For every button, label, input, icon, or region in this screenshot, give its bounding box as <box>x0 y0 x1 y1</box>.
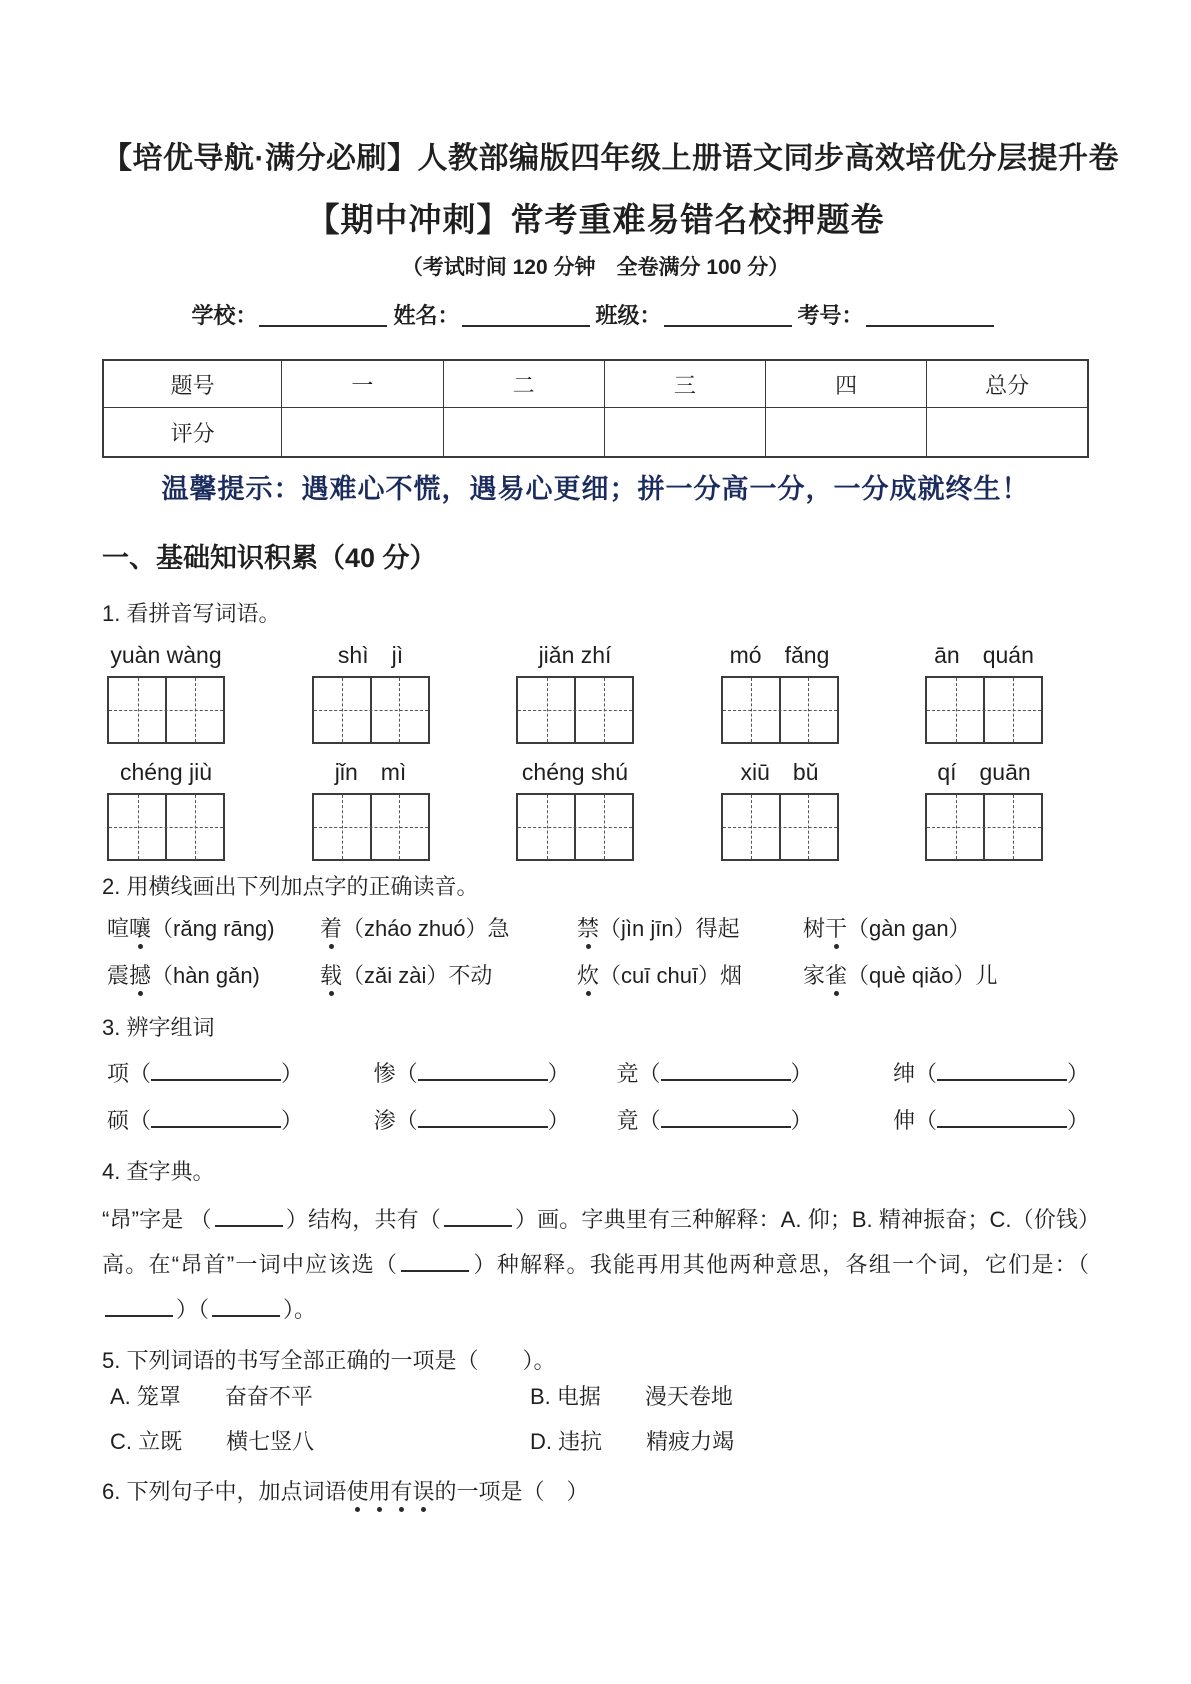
paren: ） <box>547 1108 570 1133</box>
word-formation-item <box>107 1057 374 1089</box>
word-formation-row-1 <box>107 1057 1089 1089</box>
school-label: 学校： <box>191 303 258 328</box>
score-cell <box>766 408 927 458</box>
pronunciation-item <box>803 962 997 989</box>
pronunciation-item <box>577 962 803 989</box>
word-formation-item <box>374 1057 617 1089</box>
grid-line <box>723 827 837 828</box>
writing-grid <box>721 793 839 861</box>
writing-grid <box>312 676 430 744</box>
char-text: 惨（ <box>373 1061 418 1086</box>
score-table-header-cell: 二 <box>443 360 604 408</box>
school-blank <box>259 303 387 327</box>
question1-label: 1. 看拼音写词语。 <box>102 601 281 626</box>
item-text: 树 <box>803 916 826 941</box>
pinyin-word <box>107 760 225 861</box>
char-text: 硕（ <box>107 1108 152 1133</box>
dotted-char: 禁 <box>577 916 600 941</box>
pronunciation-item <box>320 915 577 942</box>
score-cell <box>927 408 1088 458</box>
score-table-score-row <box>103 408 1088 458</box>
section1-heading: 一、基础知识积累（40 分） <box>102 543 437 573</box>
item-text: （zǎi zài）不动 <box>342 963 493 988</box>
writing-grid <box>516 676 634 744</box>
grid-line <box>314 827 428 828</box>
writing-grid <box>312 793 430 861</box>
score-table-header-cell: 四 <box>766 360 927 408</box>
answer-blank <box>212 1293 280 1317</box>
pinyin-word <box>721 643 839 744</box>
dotted-char: 干 <box>825 916 848 941</box>
char-text: 伸（ <box>892 1108 937 1133</box>
grid-line <box>723 710 837 711</box>
grid-line <box>518 827 632 828</box>
word-formation-item <box>374 1104 617 1136</box>
exam-no-label: 考号： <box>797 303 864 328</box>
dictionary-question-text <box>102 1197 1089 1332</box>
score-table-header-row <box>103 360 1088 408</box>
pinyin-text: qí guān <box>937 759 1031 785</box>
pronunciation-item <box>107 962 320 989</box>
score-table-header-cell: 三 <box>604 360 765 408</box>
score-cell <box>282 408 443 458</box>
answer-blank <box>401 1248 469 1272</box>
q4-text: ）种解释。我能再用其他两种意思，各组一个词，它们是：（ <box>472 1252 1089 1277</box>
dotted-char: 用 <box>368 1479 391 1504</box>
pinyin-text: shì jì <box>337 642 404 668</box>
answer-blank <box>215 1203 283 1227</box>
pronunciation-item <box>577 915 803 942</box>
item-text: （què qiǎo）儿 <box>847 963 998 988</box>
pinyin-text: mó fǎng <box>729 642 830 668</box>
answer-blank <box>151 1057 281 1081</box>
word-formation-item <box>617 1057 893 1089</box>
dotted-char: 着 <box>320 916 343 941</box>
pinyin-word <box>516 760 634 861</box>
pinyin-text: ān quán <box>934 642 1034 668</box>
pinyin-word <box>721 760 839 861</box>
item-text: 家 <box>803 963 826 988</box>
pinyin-word <box>925 643 1043 744</box>
question3-label: 3. 辨字组词 <box>102 1015 215 1040</box>
dotted-char: 有 <box>390 1479 413 1504</box>
score-cell <box>604 408 765 458</box>
option-c: C. 立既 横七竖八 <box>110 1429 315 1454</box>
writing-grid <box>107 676 225 744</box>
word-formation-item <box>107 1104 374 1136</box>
paren: ） <box>1066 1061 1089 1086</box>
answer-blank <box>151 1104 281 1128</box>
grid-line <box>927 827 1041 828</box>
question4-label: 4. 查字典。 <box>102 1159 215 1184</box>
q4-text: ）。 <box>283 1297 317 1322</box>
dotted-char: 撼 <box>129 963 152 988</box>
item-text: （zháo zhuó）急 <box>342 916 510 941</box>
item-text: （hàn gǎn) <box>151 963 260 988</box>
pronunciation-item <box>803 915 971 942</box>
pinyin-text: yuàn wàng <box>110 642 222 668</box>
writing-grid <box>925 676 1043 744</box>
grid-line <box>518 710 632 711</box>
dotted-char: 载 <box>320 963 343 988</box>
item-text: 喧 <box>107 916 130 941</box>
question6-label <box>102 1478 1089 1505</box>
answer-blank <box>937 1057 1067 1081</box>
score-table-header-cell: 题号 <box>103 360 282 408</box>
q4-text: “昂”字是 （ <box>102 1207 212 1232</box>
score-table-header-cell: 一 <box>282 360 443 408</box>
grid-line <box>109 710 223 711</box>
char-text: 竞（ <box>616 1061 661 1086</box>
pinyin-text: chéng jiù <box>119 759 213 785</box>
answer-blank <box>661 1057 791 1081</box>
dotted-char: 炊 <box>577 963 600 988</box>
class-blank <box>664 303 792 327</box>
item-text: （gàn gan） <box>847 916 971 941</box>
option-row-ab <box>110 1374 1089 1419</box>
option-a: A. 笼罩 奋奋不平 <box>110 1384 313 1409</box>
paren: ） <box>790 1061 813 1086</box>
item-text: 震 <box>107 963 130 988</box>
pinyin-word <box>312 760 430 861</box>
exam-no-blank <box>866 303 994 327</box>
answer-blank <box>105 1293 173 1317</box>
option-row-cd <box>110 1419 1089 1464</box>
option-b: B. 电据 漫天卷地 <box>530 1384 733 1409</box>
dotted-char: 使 <box>346 1479 369 1504</box>
dotted-char: 雀 <box>825 963 848 988</box>
item-text: （cuī chuī）烟 <box>599 963 743 988</box>
writing-grid <box>925 793 1043 861</box>
warm-tip: 温馨提示：遇难心不慌，遇易心更细；拼一分高一分，一分成就终生！ <box>161 474 1030 504</box>
item-text: （rǎng rāng) <box>151 916 275 941</box>
word-formation-item <box>893 1057 1089 1089</box>
paper-title: 【期中冲刺】常考重难易错名校押题卷 <box>306 201 885 238</box>
pinyin-text: chéng shú <box>521 759 629 785</box>
score-cell <box>443 408 604 458</box>
exam-info: （考试时间 120 分钟 全卷满分 100 分） <box>401 256 790 279</box>
word-formation-row-2 <box>107 1104 1089 1136</box>
name-blank <box>462 303 590 327</box>
q4-text: ）（ <box>176 1297 210 1322</box>
pinyin-word <box>312 643 430 744</box>
score-row-label: 评分 <box>103 408 282 458</box>
word-formation-item <box>893 1104 1089 1136</box>
char-text: 绅（ <box>892 1061 937 1086</box>
question2-label: 2. 用横线画出下列加点字的正确读音。 <box>102 874 479 899</box>
pinyin-text: jǐn mì <box>334 759 407 785</box>
q6-text: 的一项是（ ） <box>434 1479 589 1504</box>
pinyin-row-1 <box>107 643 1043 744</box>
grid-line <box>927 710 1041 711</box>
writing-grid <box>107 793 225 861</box>
score-table-header-cell: 总分 <box>927 360 1088 408</box>
option-d: D. 违抗 精疲力竭 <box>530 1429 735 1454</box>
char-text: 渗（ <box>373 1108 418 1133</box>
answer-blank <box>418 1104 548 1128</box>
pronunciation-line-1 <box>107 915 1089 942</box>
char-text: 竟（ <box>616 1108 661 1133</box>
pronunciation-line-2 <box>107 962 1089 989</box>
paren: ） <box>790 1108 813 1133</box>
word-formation-item <box>617 1104 893 1136</box>
dotted-char: 嚷 <box>129 916 152 941</box>
score-table <box>102 359 1089 458</box>
char-text: 项（ <box>107 1061 152 1086</box>
pinyin-word <box>925 760 1043 861</box>
pinyin-row-2 <box>107 760 1043 861</box>
pinyin-text: jiǎn zhí <box>538 642 612 668</box>
writing-grid <box>721 676 839 744</box>
writing-grid <box>516 793 634 861</box>
pinyin-word <box>516 643 634 744</box>
grid-line <box>109 827 223 828</box>
grid-line <box>314 710 428 711</box>
paren: ） <box>281 1108 304 1133</box>
paren: ） <box>547 1061 570 1086</box>
pinyin-text: xiū bǔ <box>740 759 819 785</box>
series-title: 【培优导航·满分必刷】人教部编版四年级上册语文同步高效培优分层提升卷 <box>102 142 1119 175</box>
paren: ） <box>1066 1108 1089 1133</box>
pinyin-word <box>107 643 225 744</box>
answer-blank <box>444 1203 512 1227</box>
name-label: 姓名： <box>393 303 460 328</box>
student-info-line <box>102 303 1089 329</box>
item-text: （jìn jīn）得起 <box>599 916 740 941</box>
answer-blank <box>937 1104 1067 1128</box>
answer-blank <box>418 1057 548 1081</box>
dotted-char: 误 <box>412 1479 435 1504</box>
class-label: 班级： <box>595 303 662 328</box>
q4-text: ）画。字典里有三种解释：A. 仰；B. 精神振奋；C.（价钱）高。在“昂首”一词中应该选（ <box>102 1207 1090 1277</box>
q4-text: ）结构，共有（ <box>285 1207 441 1232</box>
pronunciation-item <box>320 962 577 989</box>
pronunciation-item <box>107 915 320 942</box>
paren: ） <box>281 1061 304 1086</box>
question5-label: 5. 下列词语的书写全部正确的一项是（ ）。 <box>102 1348 556 1373</box>
answer-blank <box>661 1104 791 1128</box>
q6-text: 6. 下列句子中，加点词语 <box>102 1479 347 1504</box>
